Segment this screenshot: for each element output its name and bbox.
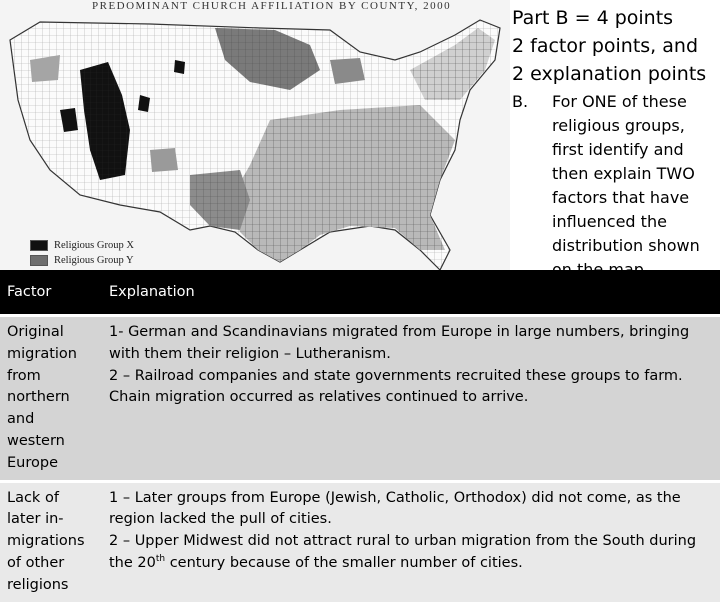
prompt-line-1: Part B = 4 points <box>512 7 674 29</box>
question-letter: B. <box>512 92 529 111</box>
table-row <box>0 481 720 601</box>
map-title: PREDOMINANT CHURCH AFFILIATION BY COUNTY, 2000 <box>92 0 452 12</box>
legend-swatch-y <box>30 255 48 266</box>
factor-cell: Original migration from northern and western Europe <box>0 316 102 482</box>
explanation-point-1: 1- German and Scandinavians migrated from Europe in large numbers, bringing with them their religion – Lutheranism. <box>109 324 690 362</box>
ordinal-suffix: th <box>155 554 166 565</box>
header-factor: Factor <box>0 270 102 316</box>
explanation-text-b: century because of the smaller number of cities. <box>165 554 523 571</box>
scoring-prompt <box>512 4 720 88</box>
question-text: For ONE of these religious groups, first identify and then explain TWO factors that have influenced the distribution shown <box>552 92 700 255</box>
explanation-point-2: 2 – Railroad companies and state governments recruited these groups to farm. Chain migration occurred as relatives continued to arrive. <box>109 367 683 406</box>
table-row <box>0 316 720 482</box>
legend-label-x: Religious Group X <box>54 240 134 251</box>
prompt-line-2: 2 factor points, and <box>512 35 699 57</box>
table-header-row <box>0 270 720 316</box>
county-map <box>0 0 510 278</box>
legend-item-y <box>30 253 134 268</box>
question-b <box>512 90 720 282</box>
explanation-point-1: 1 – Later groups from Europe (Jewish, Catholic, Orthodox) did not come, as the region lacked the pull of cities. <box>109 489 681 528</box>
explanation-cell <box>102 481 720 601</box>
us-map-graphic <box>0 0 510 278</box>
legend-item-x <box>30 238 134 253</box>
explanation-text-a: 2 – Upper Midwest did not attract rural to urban migration from the South during the 20 <box>109 533 697 571</box>
explanation-point-2 <box>109 531 713 575</box>
factor-table <box>0 270 720 602</box>
legend-label-y: Religious Group Y <box>54 255 134 266</box>
explanation-cell <box>102 316 720 482</box>
legend-swatch-x <box>30 240 48 251</box>
factor-cell: Lack of later in-migrations of other religions <box>0 481 102 601</box>
prompt-line-3: 2 explanation points <box>512 63 707 85</box>
header-explanation: Explanation <box>102 270 720 316</box>
